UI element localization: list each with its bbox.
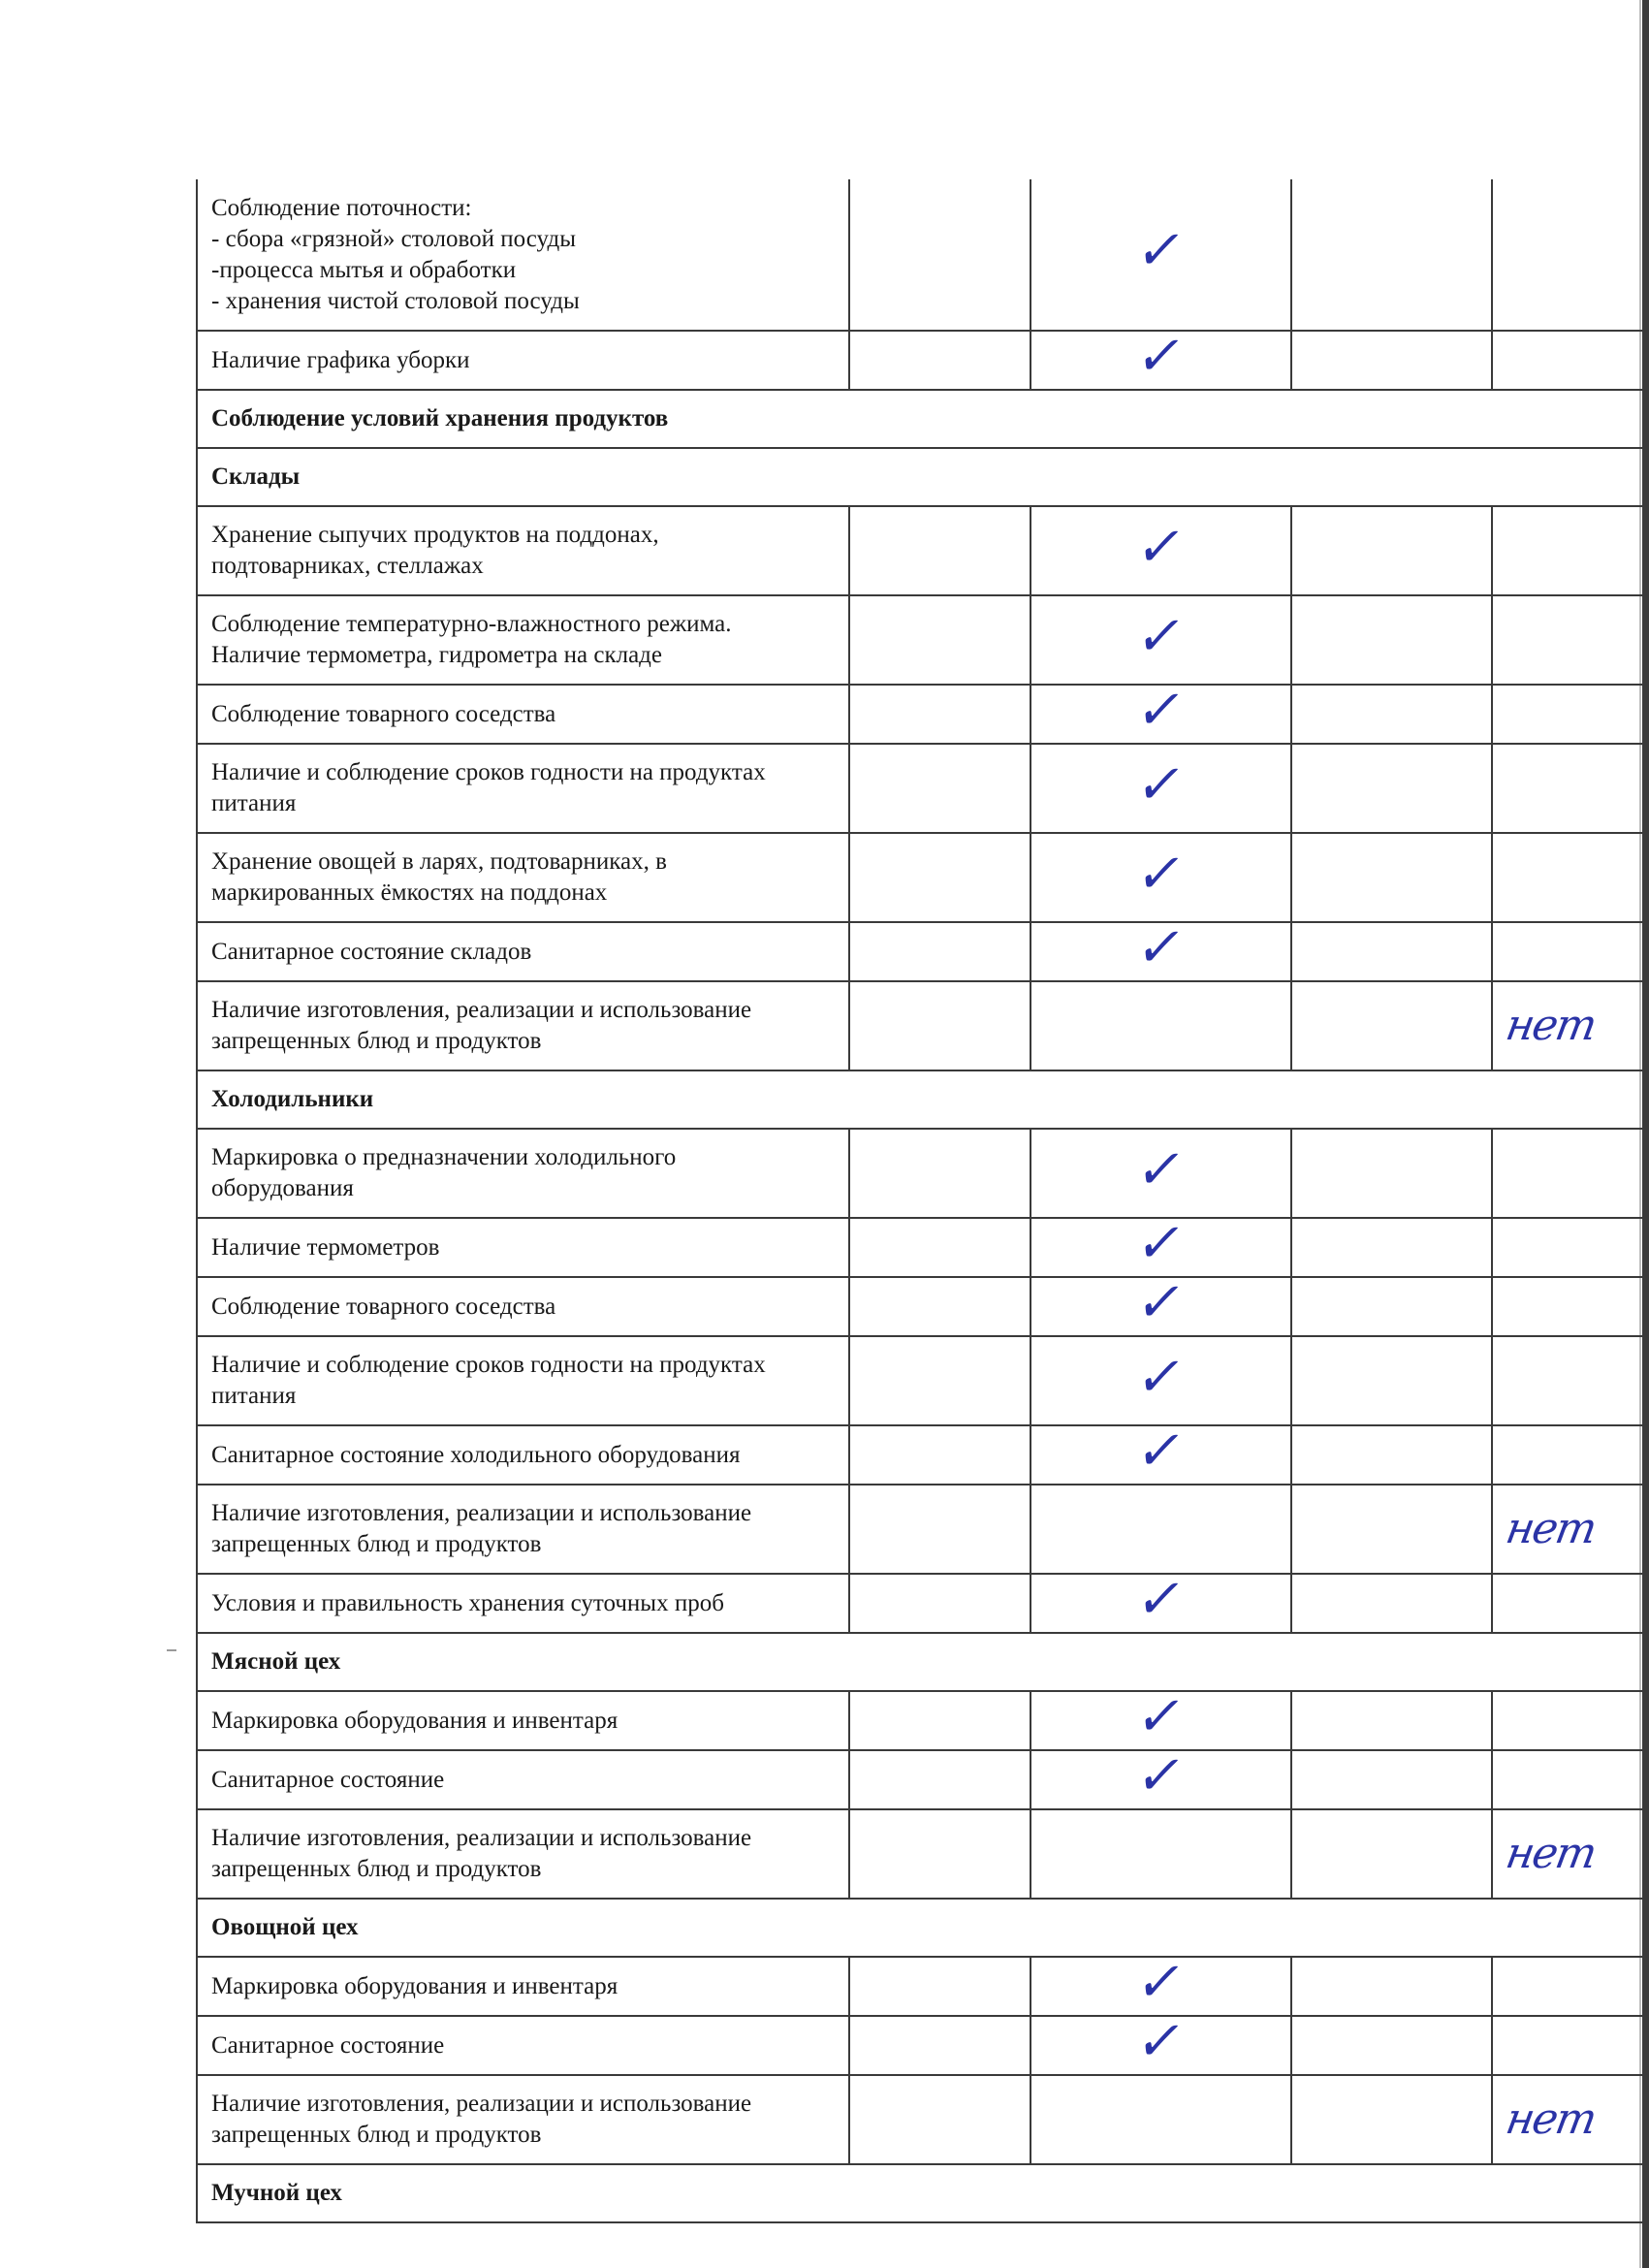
empty-cell xyxy=(849,833,1031,922)
criterion-line: Наличие изготовления, реализации и использование xyxy=(211,1825,752,1851)
table-row xyxy=(197,833,1649,922)
criterion-line: подтоварниках, стеллажах xyxy=(211,553,484,579)
criterion-line: Наличие графика уборки xyxy=(211,346,470,373)
criterion-text xyxy=(197,506,849,595)
table-row xyxy=(197,981,1649,1070)
table-row xyxy=(197,1957,1649,2016)
check-cell xyxy=(1031,1685,1291,1750)
handwritten-check-icon: ✓ xyxy=(1131,325,1190,388)
handwritten-check-icon: ✓ xyxy=(1131,1271,1190,1334)
handwritten-answer: нет xyxy=(1502,2093,1600,2144)
empty-cell xyxy=(1291,1691,1492,1750)
criterion-line: Санитарное состояние складов xyxy=(211,938,532,965)
empty-cell xyxy=(1031,981,1291,1070)
empty-cell xyxy=(1291,1129,1492,1218)
table-row xyxy=(197,331,1649,390)
empty-cell xyxy=(849,1691,1031,1750)
criterion-line: Маркировка оборудования и инвентаря xyxy=(211,1972,618,1999)
criterion-line: запрещенных блюд и продуктов xyxy=(211,1028,542,1054)
criterion-line: Соблюдение поточности: xyxy=(211,194,472,221)
table-row xyxy=(197,1218,1649,1277)
table-row xyxy=(197,1809,1649,1899)
section-row xyxy=(197,2164,1649,2222)
table-row xyxy=(197,2075,1649,2164)
check-cell xyxy=(1031,744,1291,833)
empty-cell xyxy=(1492,685,1649,744)
handwritten-check-icon: ✓ xyxy=(1131,1744,1190,1807)
empty-cell xyxy=(849,1750,1031,1809)
handwritten-check-icon: ✓ xyxy=(1131,604,1190,668)
check-cell xyxy=(1031,679,1291,744)
handwritten-check-icon: ✓ xyxy=(1131,219,1190,282)
table-row xyxy=(197,1425,1649,1485)
empty-cell xyxy=(849,685,1031,744)
table-row xyxy=(197,1750,1649,1809)
empty-cell xyxy=(1492,1218,1649,1277)
empty-cell xyxy=(849,179,1031,331)
answer-cell xyxy=(1492,1485,1649,1574)
empty-cell xyxy=(1291,2016,1492,2075)
empty-cell xyxy=(849,1277,1031,1336)
empty-cell xyxy=(1291,685,1492,744)
table-row xyxy=(197,1277,1649,1336)
criterion-text xyxy=(197,1129,849,1218)
section-title: Холодильники xyxy=(197,1070,1649,1129)
answer-cell xyxy=(1492,1809,1649,1899)
criterion-text xyxy=(197,2016,849,2075)
section-title: Овощной цех xyxy=(197,1899,1649,1957)
criterion-line: Наличие термометров xyxy=(211,1233,440,1261)
empty-cell xyxy=(1492,744,1649,833)
answer-cell xyxy=(1492,981,1649,1070)
handwritten-check-icon: ✓ xyxy=(1131,679,1190,742)
table-row xyxy=(197,922,1649,981)
handwritten-check-icon: ✓ xyxy=(1131,752,1190,816)
empty-cell xyxy=(849,1809,1031,1899)
criterion-text xyxy=(197,922,849,981)
empty-cell xyxy=(1291,1957,1492,2016)
check-cell xyxy=(1031,916,1291,981)
handwritten-answer: нет xyxy=(1502,1503,1600,1553)
handwritten-check-icon: ✓ xyxy=(1131,1685,1190,1748)
table-row xyxy=(197,2016,1649,2075)
criterion-line: запрещенных блюд и продуктов xyxy=(211,1531,542,1557)
check-cell xyxy=(1031,1271,1291,1336)
empty-cell xyxy=(849,744,1031,833)
table-row xyxy=(197,685,1649,744)
criterion-line: Наличие изготовления, реализации и использование xyxy=(211,1500,752,1526)
empty-cell xyxy=(849,2016,1031,2075)
criterion-text xyxy=(197,2075,849,2164)
check-cell xyxy=(1031,179,1291,331)
empty-cell xyxy=(849,595,1031,685)
criterion-text xyxy=(197,744,849,833)
handwritten-check-icon: ✓ xyxy=(1131,2010,1190,2073)
empty-cell xyxy=(849,1425,1031,1485)
criterion-line: запрещенных блюд и продуктов xyxy=(211,1856,542,1882)
empty-cell xyxy=(849,2075,1031,2164)
criterion-text xyxy=(197,595,849,685)
criterion-text xyxy=(197,1485,849,1574)
handwritten-check-icon: ✓ xyxy=(1131,916,1190,979)
empty-cell xyxy=(849,1574,1031,1633)
empty-cell xyxy=(1291,1425,1492,1485)
criterion-text xyxy=(197,1336,849,1425)
criterion-line: Маркировка о предназначении холодильного xyxy=(211,1144,677,1170)
criterion-text xyxy=(197,1750,849,1809)
table-row xyxy=(197,1129,1649,1218)
criterion-line: Наличие изготовления, реализации и использование xyxy=(211,997,752,1023)
empty-cell xyxy=(1492,1750,1649,1809)
empty-cell xyxy=(1291,1336,1492,1425)
empty-cell xyxy=(849,1218,1031,1277)
empty-cell xyxy=(1492,1277,1649,1336)
empty-cell xyxy=(849,981,1031,1070)
empty-cell xyxy=(1492,1129,1649,1218)
section-row xyxy=(197,1633,1649,1691)
table-row xyxy=(197,1691,1649,1750)
empty-cell xyxy=(1492,833,1649,922)
empty-cell xyxy=(1031,1809,1291,1899)
criterion-line: Санитарное состояние холодильного оборудования xyxy=(211,1441,741,1468)
empty-cell xyxy=(1492,331,1649,390)
check-cell xyxy=(1031,1336,1291,1425)
criterion-text xyxy=(197,1691,849,1750)
criterion-text xyxy=(197,1809,849,1899)
check-cell xyxy=(1031,1568,1291,1633)
empty-cell xyxy=(1492,1957,1649,2016)
section-row xyxy=(197,1070,1649,1129)
empty-cell xyxy=(1291,2075,1492,2164)
criterion-line: Санитарное состояние xyxy=(211,1766,445,1793)
section-title: Соблюдение условий хранения продуктов xyxy=(197,390,1649,448)
check-cell xyxy=(1031,1212,1291,1277)
empty-cell xyxy=(1291,331,1492,390)
table-row xyxy=(197,179,1649,331)
empty-cell xyxy=(1492,922,1649,981)
margin-mark xyxy=(167,1649,176,1651)
section-title: Мучной цех xyxy=(197,2164,1649,2222)
criterion-line: питания xyxy=(211,1383,297,1409)
empty-cell xyxy=(849,1129,1031,1218)
check-cell xyxy=(1031,1951,1291,2016)
criterion-text xyxy=(197,1218,849,1277)
section-title: Склады xyxy=(197,448,1649,506)
criterion-line: Наличие и соблюдение сроков годности на продуктах xyxy=(211,759,766,785)
handwritten-answer: нет xyxy=(1502,1000,1600,1050)
criterion-line: - сбора «грязной» столовой посуды xyxy=(211,225,576,252)
table-row xyxy=(197,1485,1649,1574)
check-cell xyxy=(1031,1129,1291,1218)
empty-cell xyxy=(1291,1750,1492,1809)
section-row xyxy=(197,448,1649,506)
empty-cell xyxy=(1291,1218,1492,1277)
criterion-text xyxy=(197,833,849,922)
criterion-line: Санитарное состояние xyxy=(211,2031,445,2059)
inspection-checklist-table xyxy=(196,179,1649,2223)
empty-cell xyxy=(849,506,1031,595)
empty-cell xyxy=(1031,2075,1291,2164)
empty-cell xyxy=(1492,1574,1649,1633)
empty-cell xyxy=(1291,833,1492,922)
empty-cell xyxy=(849,1957,1031,2016)
table-row xyxy=(197,1574,1649,1633)
empty-cell xyxy=(1031,1485,1291,1574)
empty-cell xyxy=(1492,1336,1649,1425)
section-row xyxy=(197,1899,1649,1957)
handwritten-answer: нет xyxy=(1502,1828,1600,1878)
empty-cell xyxy=(1291,595,1492,685)
check-cell xyxy=(1031,506,1291,595)
section-row xyxy=(197,390,1649,448)
empty-cell xyxy=(849,1485,1031,1574)
section-title: Мясной цех xyxy=(197,1633,1649,1691)
criterion-text xyxy=(197,1957,849,2016)
criterion-line: запрещенных блюд и продуктов xyxy=(211,2122,542,2148)
empty-cell xyxy=(1291,922,1492,981)
check-cell xyxy=(1031,595,1291,685)
criterion-line: Соблюдение температурно-влажностного режима. xyxy=(211,611,732,637)
criterion-line: Хранение овощей в ларях, подтоварниках, в xyxy=(211,848,667,875)
table-row xyxy=(197,1336,1649,1425)
handwritten-check-icon: ✓ xyxy=(1131,1951,1190,2014)
criterion-line: Хранение сыпучих продуктов на поддонах, xyxy=(211,522,659,548)
empty-cell xyxy=(1492,506,1649,595)
empty-cell xyxy=(1492,2016,1649,2075)
empty-cell xyxy=(849,331,1031,390)
check-cell xyxy=(1031,1744,1291,1809)
empty-cell xyxy=(1291,1809,1492,1899)
criterion-line: - хранения чистой столовой посуды xyxy=(211,287,580,314)
criterion-text xyxy=(197,1277,849,1336)
criterion-line: оборудования xyxy=(211,1175,354,1201)
criterion-line: Наличие и соблюдение сроков годности на продуктах xyxy=(211,1352,766,1378)
table-row xyxy=(197,506,1649,595)
checklist-body xyxy=(197,179,1649,2222)
empty-cell xyxy=(1492,595,1649,685)
criterion-line: Условия и правильность хранения суточных проб xyxy=(211,1589,724,1616)
handwritten-check-icon: ✓ xyxy=(1131,1568,1190,1631)
empty-cell xyxy=(1291,179,1492,331)
criterion-text xyxy=(197,1425,849,1485)
empty-cell xyxy=(1291,1277,1492,1336)
handwritten-check-icon: ✓ xyxy=(1131,1420,1190,1483)
criterion-text xyxy=(197,685,849,744)
check-cell xyxy=(1031,2010,1291,2075)
check-cell xyxy=(1031,833,1291,922)
criterion-text xyxy=(197,981,849,1070)
table-row xyxy=(197,595,1649,685)
empty-cell xyxy=(1492,179,1649,331)
handwritten-check-icon: ✓ xyxy=(1131,515,1190,579)
empty-cell xyxy=(849,922,1031,981)
empty-cell xyxy=(1291,981,1492,1070)
criterion-text xyxy=(197,179,849,331)
check-cell xyxy=(1031,1420,1291,1485)
handwritten-check-icon: ✓ xyxy=(1131,1137,1190,1201)
handwritten-check-icon: ✓ xyxy=(1131,1345,1190,1409)
criterion-text xyxy=(197,331,849,390)
criterion-line: Соблюдение товарного соседства xyxy=(211,1293,556,1320)
handwritten-check-icon: ✓ xyxy=(1131,1212,1190,1275)
empty-cell xyxy=(1291,1574,1492,1633)
empty-cell xyxy=(1492,1425,1649,1485)
table-row xyxy=(197,744,1649,833)
criterion-line: питания xyxy=(211,790,297,816)
empty-cell xyxy=(1291,1485,1492,1574)
empty-cell xyxy=(1291,506,1492,595)
criterion-line: Наличие термометра, гидрометра на складе xyxy=(211,642,662,668)
criterion-line: Соблюдение товарного соседства xyxy=(211,700,556,727)
empty-cell xyxy=(849,1336,1031,1425)
check-cell xyxy=(1031,325,1291,390)
handwritten-check-icon: ✓ xyxy=(1131,842,1190,906)
criterion-line: -процесса мытья и обработки xyxy=(211,256,517,283)
criterion-line: Наличие изготовления, реализации и использование xyxy=(211,2091,752,2117)
criterion-line: маркированных ёмкостях на поддонах xyxy=(211,879,608,906)
criterion-line: Маркировка оборудования и инвентаря xyxy=(211,1707,618,1734)
empty-cell xyxy=(1291,744,1492,833)
empty-cell xyxy=(1492,1691,1649,1750)
answer-cell xyxy=(1492,2075,1649,2164)
criterion-text xyxy=(197,1574,849,1633)
